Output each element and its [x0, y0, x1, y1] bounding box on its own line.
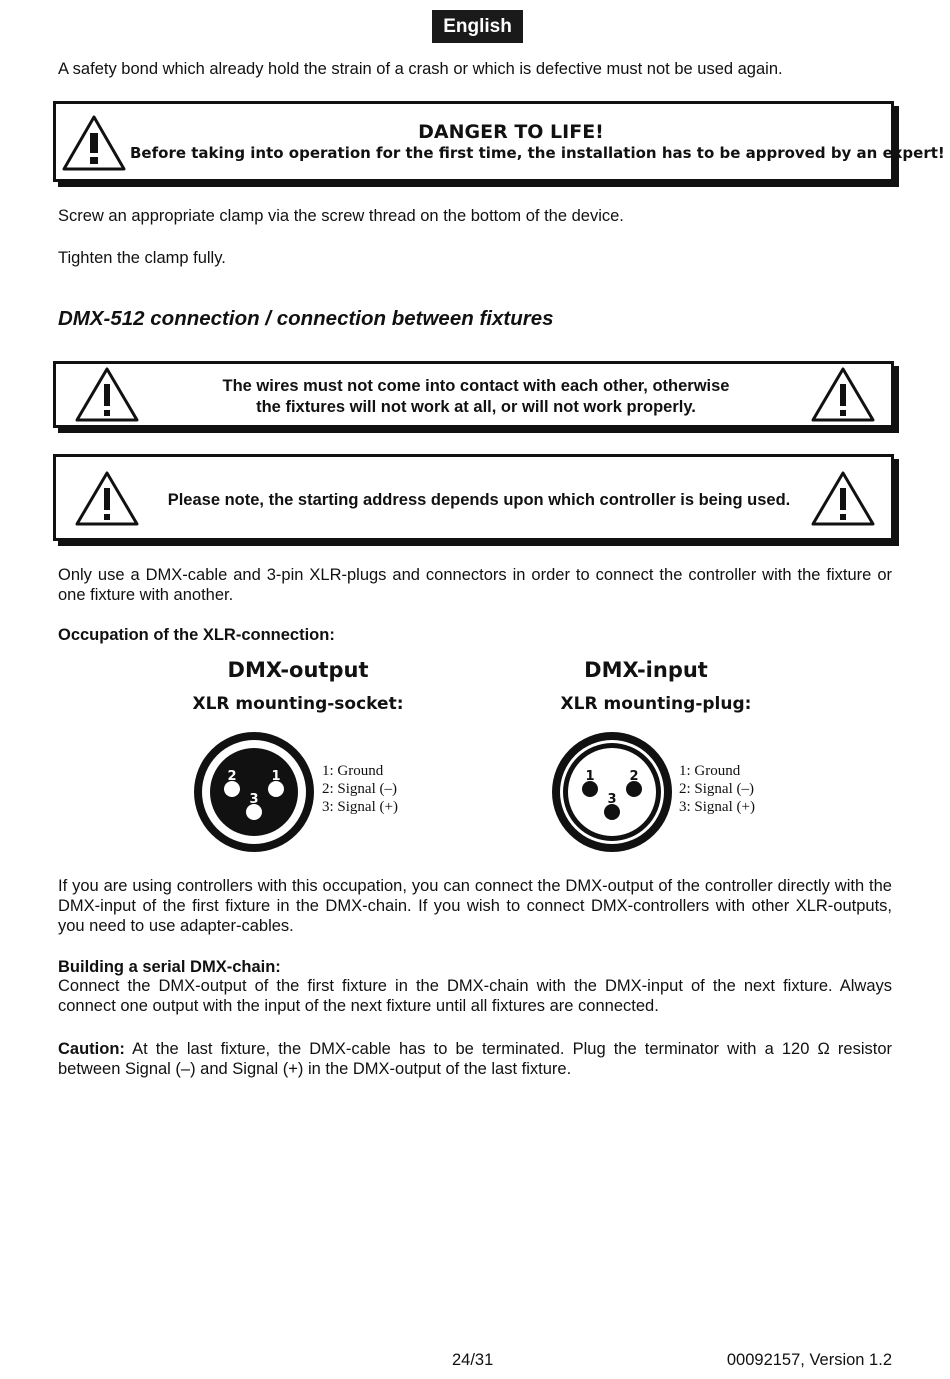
warning-triangle-icon	[809, 470, 877, 528]
pin-number-label: 3	[249, 792, 259, 807]
caution-text: At the last fixture, the DMX-cable has to be terminated. Plug the terminator with a 120 Ω resistor between Signal (–) and Signal (+) in the DMX-output of the last fixture.	[58, 1040, 892, 1078]
cable-note: Only use a DMX-cable and 3-pin XLR-plugs and connectors in order to connect the controller with the fixture or one fixture with another.	[58, 566, 892, 604]
wires-warning-line2: the fixtures will not work at all, or will not work properly.	[256, 398, 696, 416]
dmx-output-subtitle: XLR mounting-socket:	[192, 694, 404, 714]
occupation-note: If you are using controllers with this occupation, you can connect the DMX-output of the controller directly with the DMX-input of the first fixture in the DMX-chain. If you wish to connect DMX-controllers with other XLR-outputs, you need to use adapter-cables.	[58, 877, 892, 935]
chain-text: Connect the DMX-output of the first fixture in the DMX-chain with the DMX-input of the next fixture. Always connect one output with the input of the next fixture until all fixtures are connected.	[58, 977, 892, 1015]
pin-label: 2: Signal (–)	[322, 781, 397, 797]
pin-label: 3: Signal (+)	[679, 799, 755, 815]
address-warning-box	[53, 454, 894, 541]
warning-triangle-icon	[73, 470, 141, 528]
pin-number-label: 1	[271, 769, 281, 784]
pin-number-label: 2	[629, 769, 639, 784]
pin-number-label: 3	[607, 792, 617, 807]
danger-title: DANGER TO LIFE!	[418, 121, 604, 143]
wires-warning-box	[53, 361, 894, 428]
pin-number-label: 2	[227, 769, 237, 784]
step-clamp: Screw an appropriate clamp via the screw thread on the bottom of the device.	[58, 207, 624, 225]
caution-label: Caution:	[58, 1040, 125, 1058]
chain-heading: Building a serial DMX-chain:	[58, 958, 281, 976]
dmx-input-title: DMX-input	[584, 658, 708, 682]
occupation-heading: Occupation of the XLR-connection:	[58, 626, 335, 644]
language-tag: English	[432, 10, 523, 43]
danger-box	[53, 101, 945, 182]
dmx-output-title: DMX-output	[227, 658, 369, 682]
step-tighten: Tighten the clamp fully.	[58, 249, 226, 267]
warning-triangle-icon	[73, 366, 141, 424]
address-warning-text: Please note, the starting address depends upon which controller is being used.	[167, 491, 791, 509]
warning-triangle-icon	[809, 366, 877, 424]
caution-paragraph	[58, 1039, 892, 1079]
pin-label: 2: Signal (–)	[679, 781, 754, 797]
pin-label: 3: Signal (+)	[322, 799, 398, 815]
warning-triangle-icon	[60, 113, 128, 173]
danger-text: Before taking into operation for the first time, the installation has to be approved by an expert!	[130, 144, 945, 162]
xlr-socket-icon	[190, 728, 320, 856]
document-version: 00092157, Version 1.2	[726, 1351, 892, 1369]
dmx-input-pin-list	[679, 762, 755, 816]
pin-number-label: 1	[585, 769, 595, 784]
section-heading: DMX-512 connection / connection between fixtures	[58, 307, 554, 330]
page-number: 24/31	[452, 1351, 494, 1369]
wires-warning-line1: The wires must not come into contact with each other, otherwise	[222, 377, 730, 395]
dmx-output-pin-list	[322, 762, 398, 816]
pin-label: 1: Ground	[679, 763, 741, 779]
xlr-plug-icon	[548, 728, 678, 856]
intro-paragraph: A safety bond which already hold the strain of a crash or which is defective must not be used again.	[58, 60, 783, 78]
pin-label: 1: Ground	[322, 763, 384, 779]
dmx-input-subtitle: XLR mounting-plug:	[560, 694, 752, 714]
